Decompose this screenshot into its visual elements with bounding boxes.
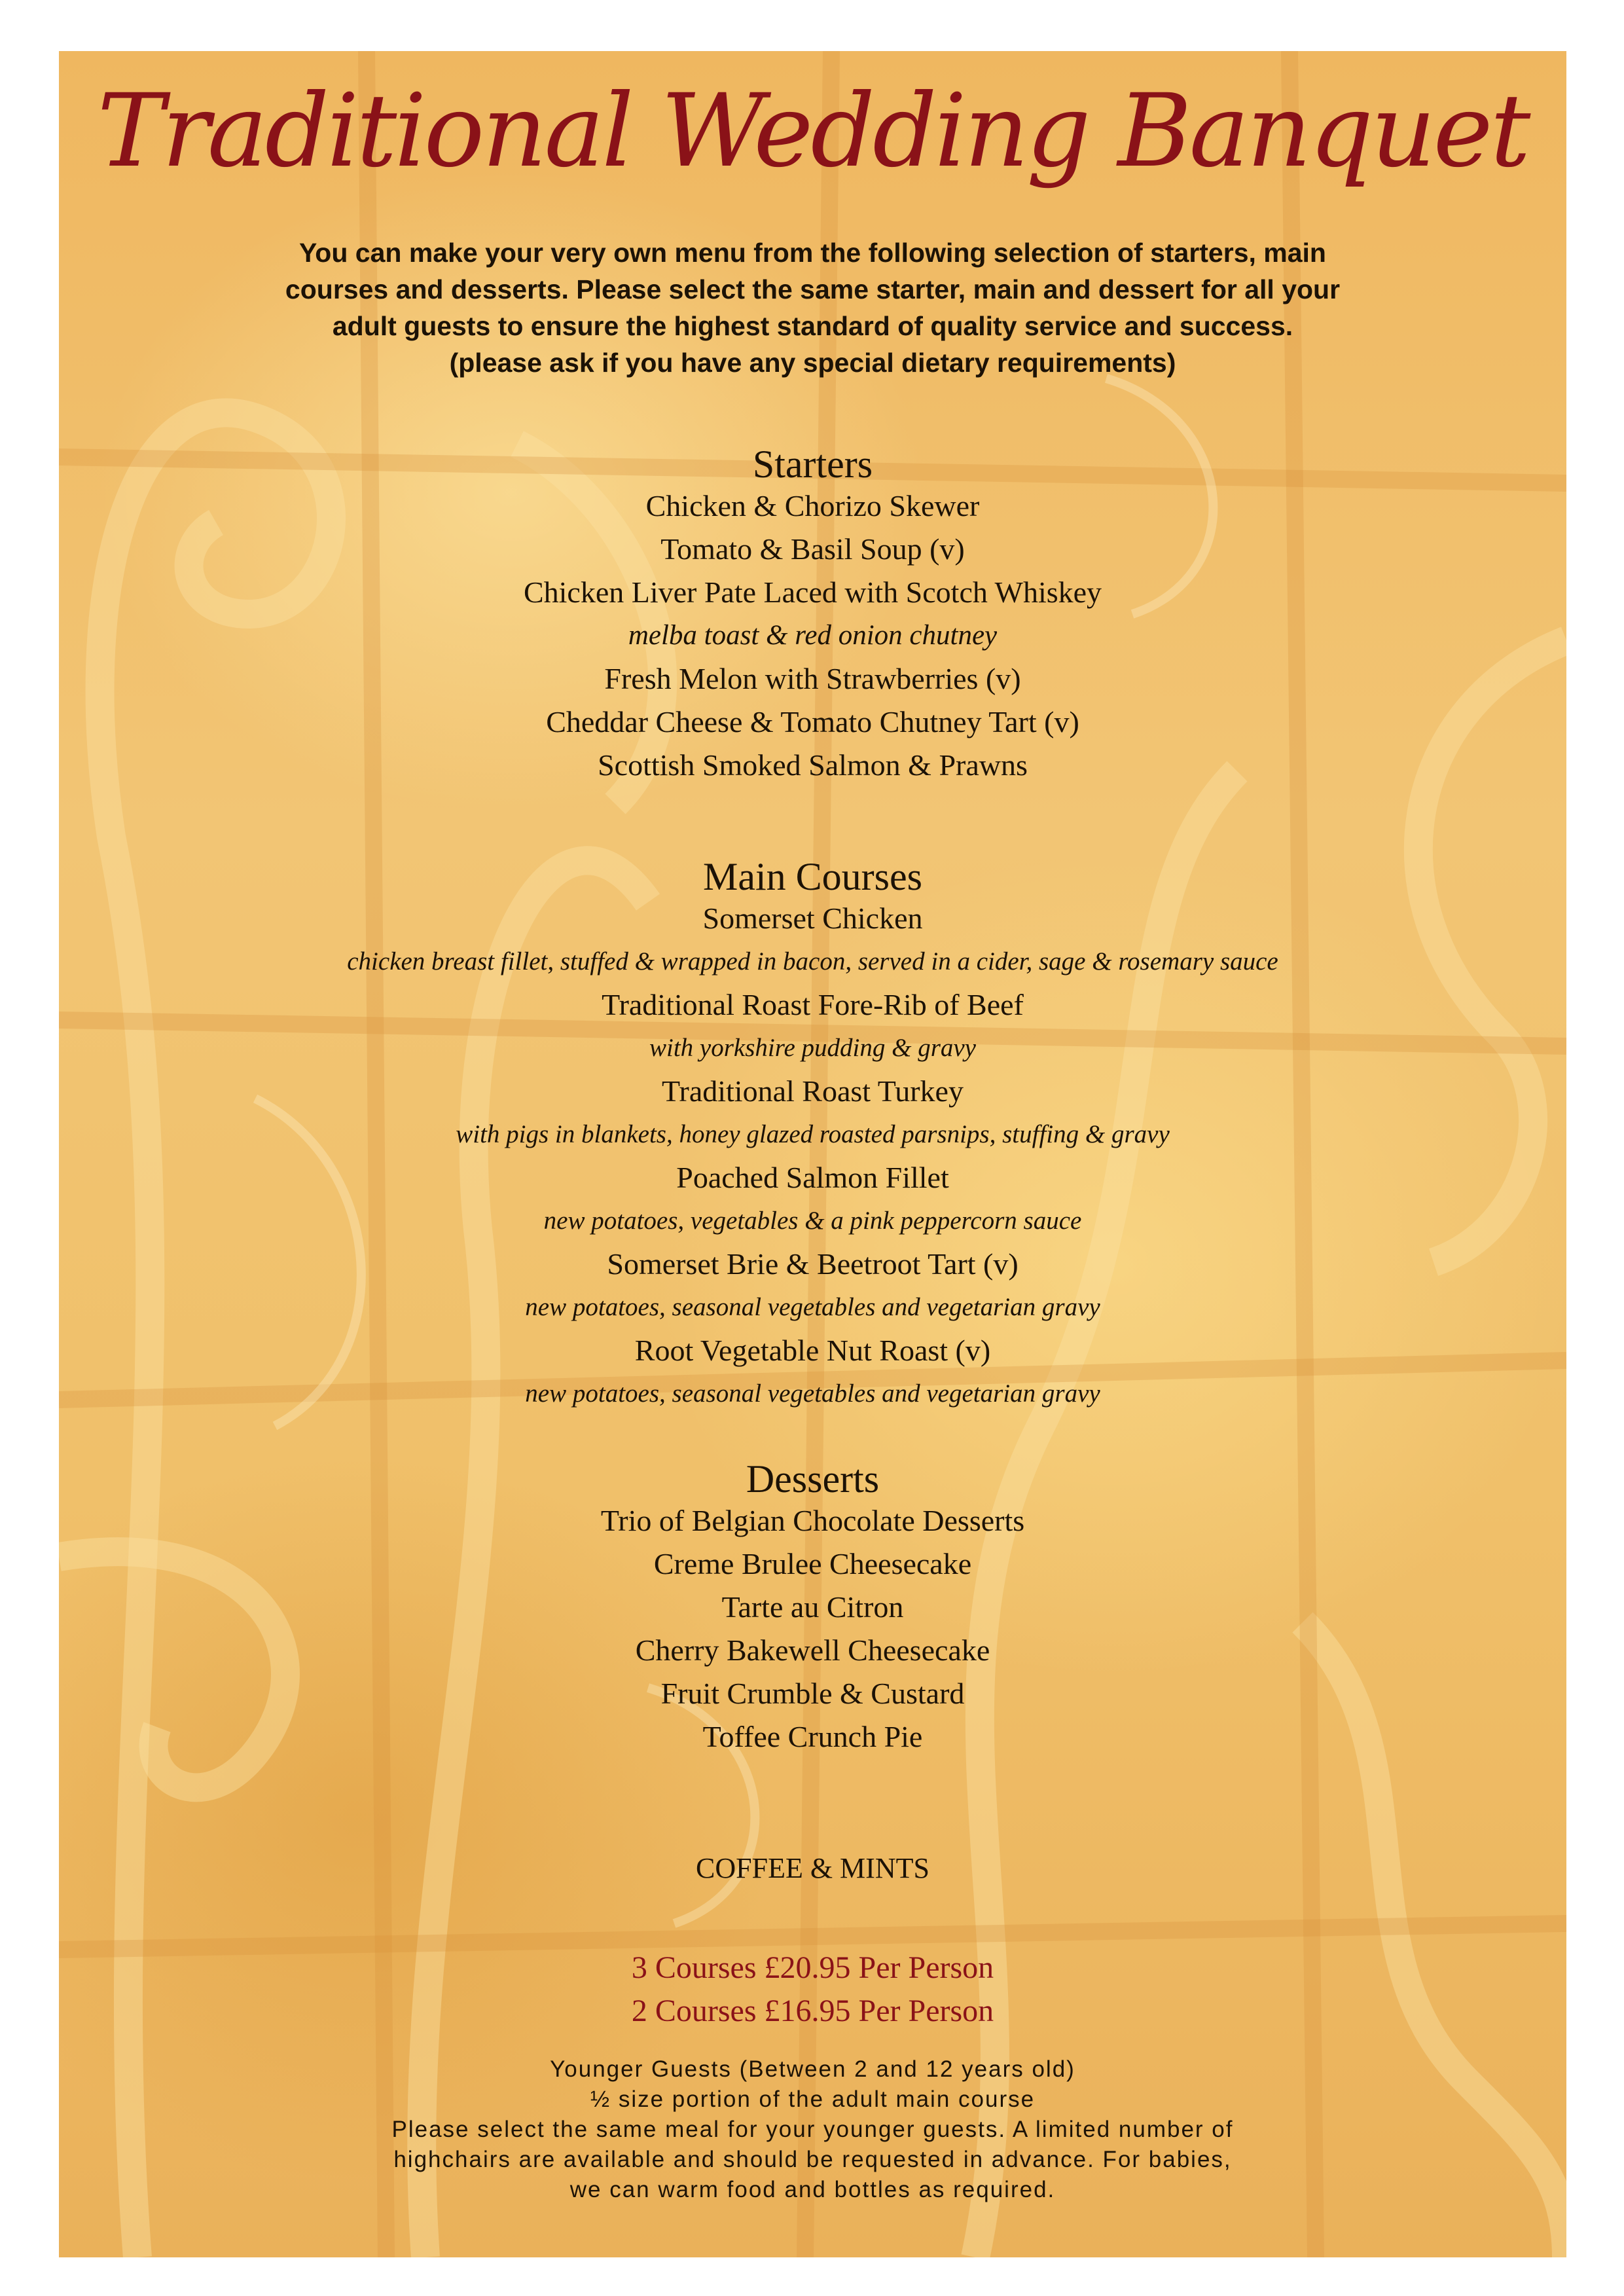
starters-heading: Starters [752,443,873,486]
main-dish-name: Traditional Roast Turkey [662,1074,964,1108]
mains-section [59,856,1566,1415]
menu-panel [59,51,1566,2257]
starter-item-description: melba toast & red onion chutney [628,620,998,651]
younger-guests-line: Please select the same meal for your younger guests. A limited number of [391,2117,1234,2142]
desserts-heading: Desserts [746,1457,880,1501]
starter-item: Scottish Smoked Salmon & Prawns [598,748,1028,782]
starters-section [59,444,1566,787]
intro-text [131,234,1494,381]
dessert-item: Cherry Bakewell Cheesecake [635,1633,990,1667]
younger-guests-note [59,2054,1566,2205]
main-dish-description: new potatoes, seasonal vegetables and vegetarian gravy [525,1293,1100,1321]
dessert-item: Tarte au Citron [721,1590,904,1624]
menu-title: Traditional Wedding Banquet [97,73,1528,190]
menu-content [59,51,1566,2257]
coffee-and-mints: COFFEE & MINTS [696,1852,929,1884]
main-dish-description: with pigs in blankets, honey glazed roasted parsnips, stuffing & gravy [456,1120,1170,1148]
younger-guests-line: Younger Guests (Between 2 and 12 years old) [550,2056,1075,2082]
main-dish-description: new potatoes, vegetables & a pink peppercorn sauce [543,1207,1082,1235]
main-dish-description: chicken breast fillet, stuffed & wrapped in bacon, served in a cider, sage & rosemary sauce [347,947,1278,975]
intro-line: courses and desserts. Please select the same starter, main and dessert for all your [285,274,1341,304]
main-dish-name: Somerset Brie & Beetroot Tart (v) [607,1247,1019,1281]
main-dish-description: new potatoes, seasonal vegetables and vegetarian gravy [525,1379,1100,1408]
starter-item: Fresh Melon with Strawberries (v) [604,662,1021,695]
dessert-item: Fruit Crumble & Custard [660,1677,965,1710]
price-three-courses: 3 Courses £20.95 Per Person [631,1950,994,1985]
dessert-item: Trio of Belgian Chocolate Desserts [600,1504,1025,1537]
starter-item: Chicken Liver Pate Laced with Scotch Whiskey [523,575,1102,609]
main-dish-name: Root Vegetable Nut Roast (v) [634,1334,991,1367]
dessert-item: Creme Brulee Cheesecake [653,1547,972,1580]
main-dish-name: Somerset Chicken [702,902,923,935]
desserts-section [59,1459,1566,1758]
price-two-courses: 2 Courses £16.95 Per Person [631,1994,994,2028]
main-dish-name: Traditional Roast Fore-Rib of Beef [602,988,1024,1021]
intro-line: You can make your very own menu from the following selection of starters, main [299,238,1326,268]
starter-item: Cheddar Cheese & Tomato Chutney Tart (v) [546,705,1079,738]
younger-guests-line: ½ size portion of the adult main course [590,2086,1036,2112]
pricing [59,1946,1566,2033]
younger-guests-line: highchairs are available and should be requested in advance. For babies, [393,2147,1232,2172]
mains-heading: Main Courses [703,855,922,898]
intro-line: adult guests to ensure the highest standard of quality service and success. [332,311,1293,341]
dessert-item: Toffee Crunch Pie [702,1720,923,1753]
main-dish-description: with yorkshire pudding & gravy [649,1034,976,1062]
intro-line: (please ask if you have any special dietary requirements) [449,348,1176,378]
main-dish-name: Poached Salmon Fillet [676,1161,949,1194]
younger-guests-line: we can warm food and bottles as required. [569,2177,1056,2202]
starter-item: Tomato & Basil Soup (v) [660,532,965,566]
starter-item: Chicken & Chorizo Skewer [645,489,980,522]
